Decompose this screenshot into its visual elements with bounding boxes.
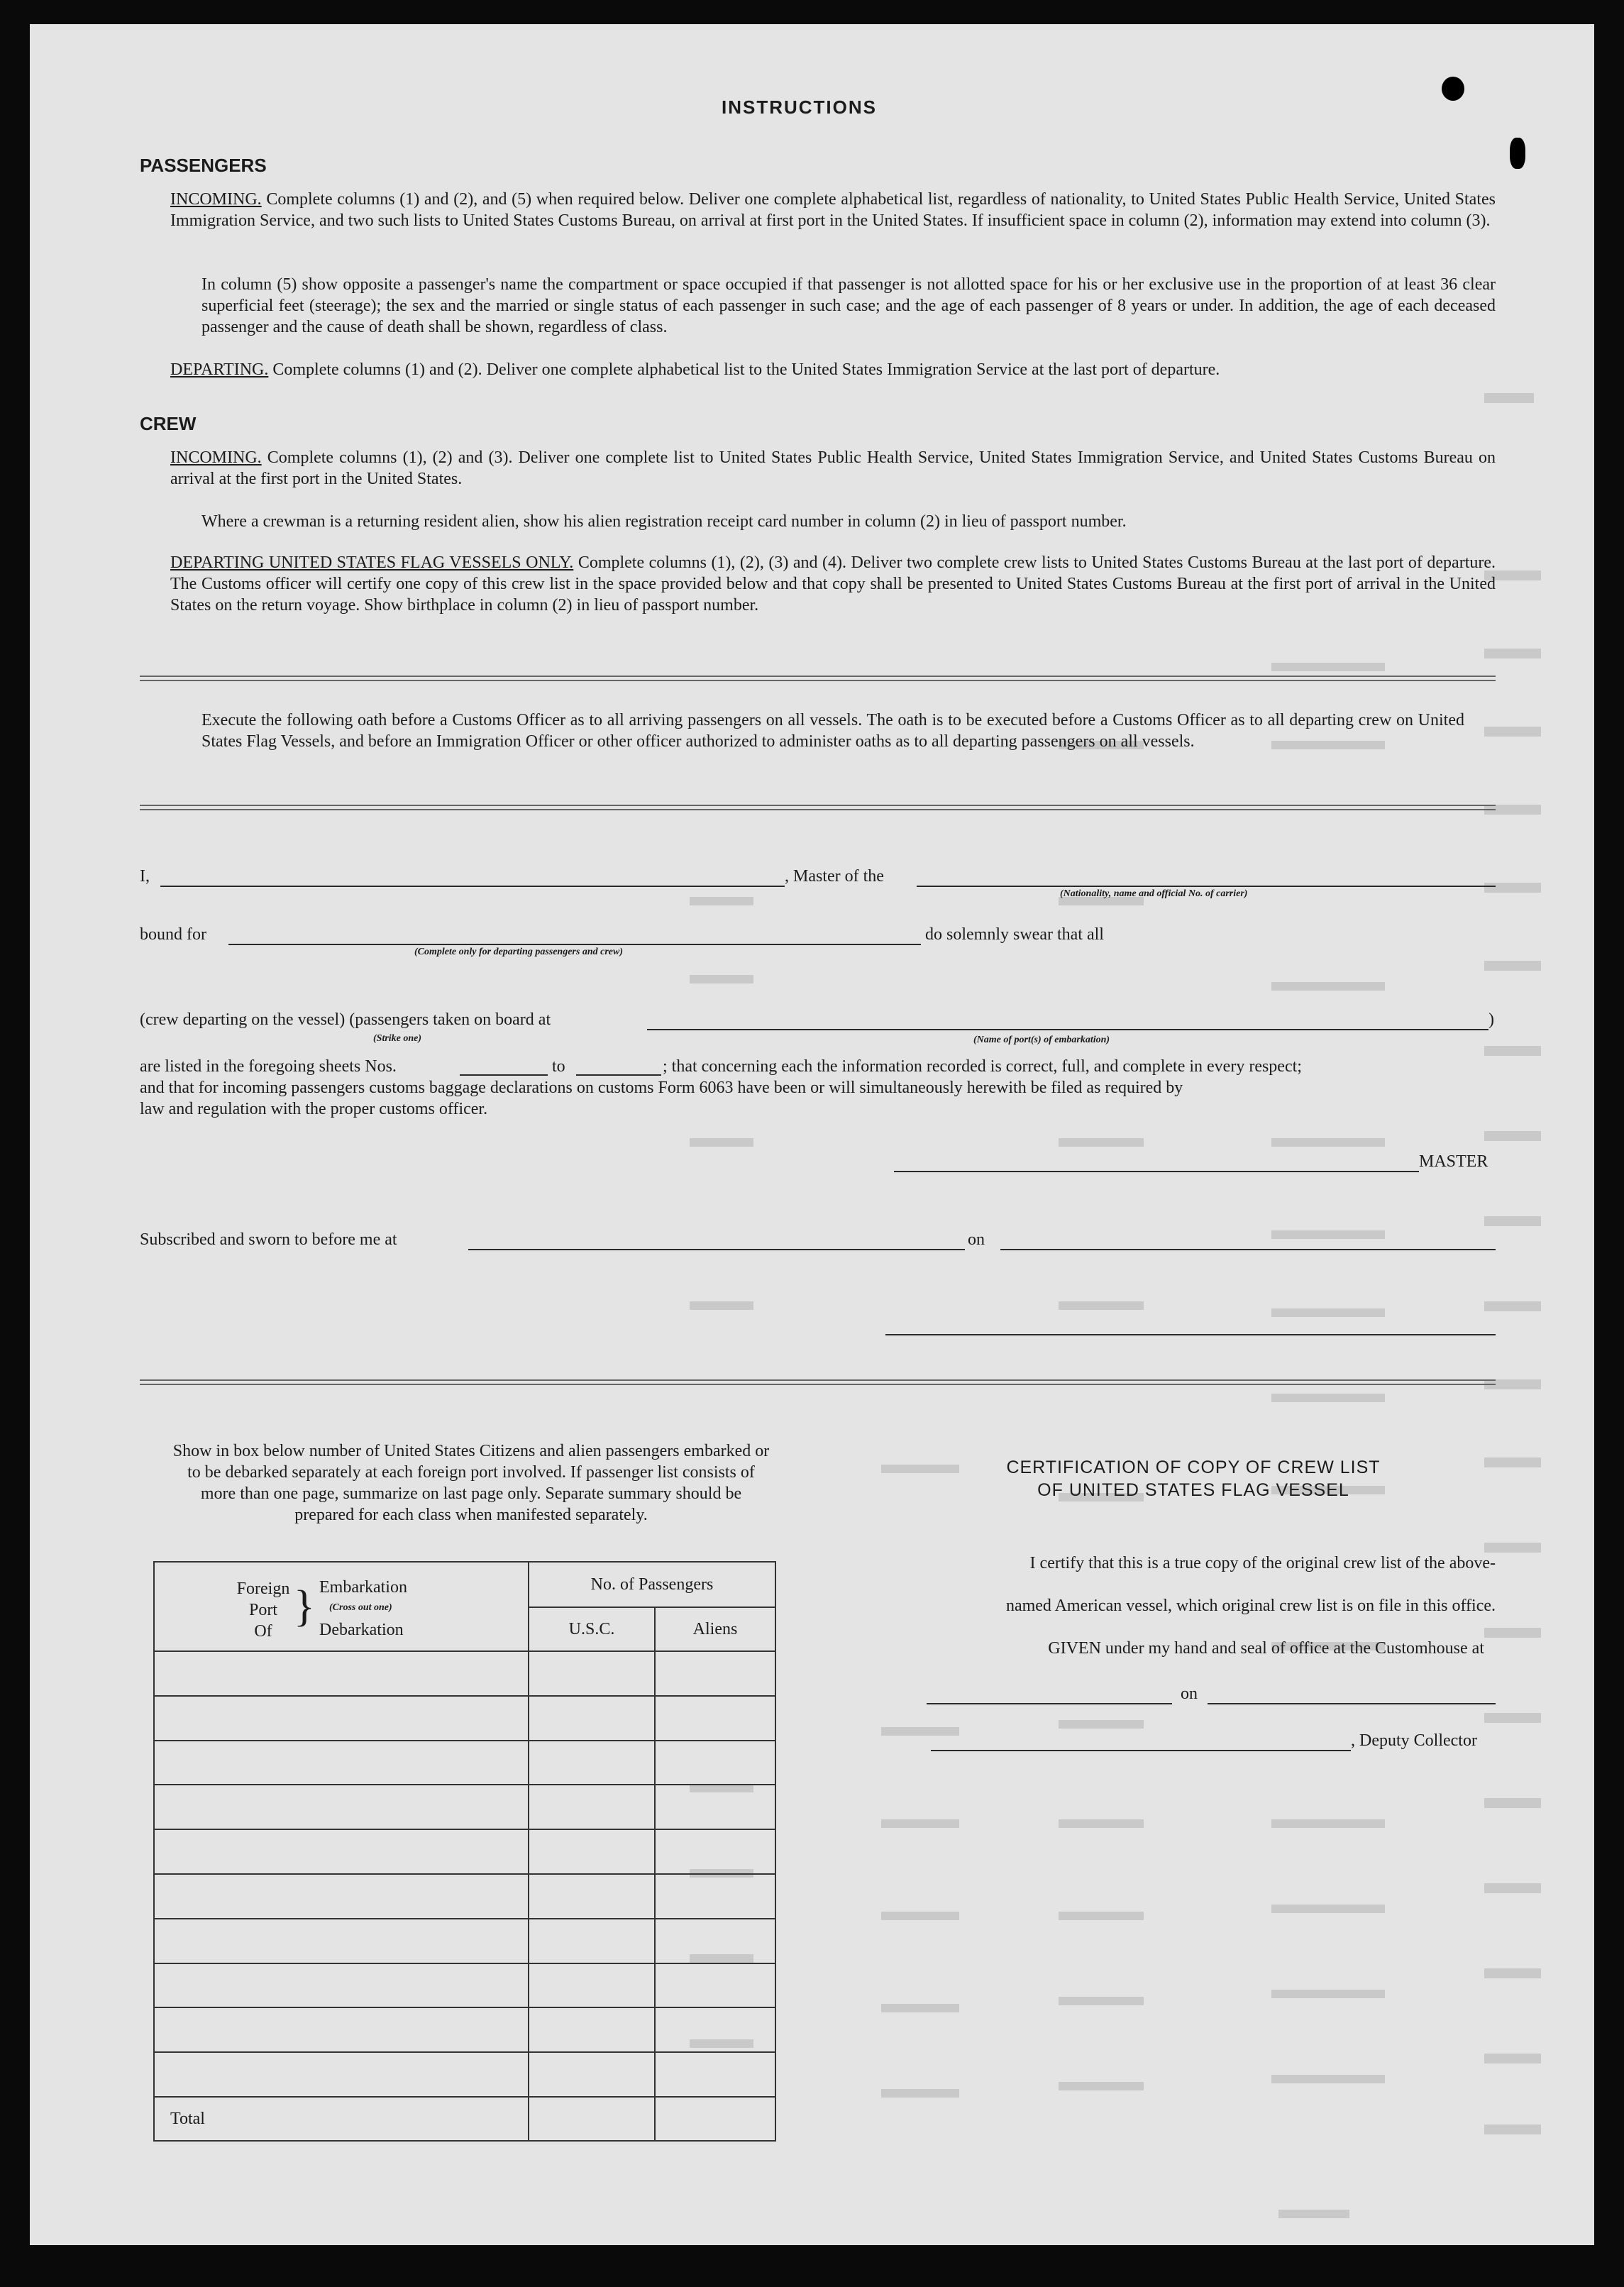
summary-instructions: Show in box below number of United States Citizens and alien passengers embarked or to be debarked separately at each foreign port involved. If passenger list consists of more than one page, summarize on last page only. Separate summary should be prepared for each class when manifested separately. xyxy=(172,1442,770,1524)
usc-cell[interactable] xyxy=(529,1919,655,1963)
certification-date-field[interactable] xyxy=(1208,1703,1496,1704)
aliens-cell[interactable] xyxy=(655,1741,775,1785)
aliens-cell[interactable] xyxy=(655,2052,775,2097)
master-signature-field[interactable] xyxy=(894,1171,1419,1172)
close-paren: ) xyxy=(1488,1010,1494,1029)
crew-departing-label: (crew departing on the vessel) (passengers taken on board at xyxy=(140,1010,551,1029)
passengers-incoming-text: Complete columns (1) and (2), and (5) when required below. Deliver one complete alphabetical list, regardless of nationality, to United States Public Health Service, United States Immigration Service, and two such lists to United States Customs Bureau, on arrival at first port in the United States. If insufficient space in column (2), information may extend into column (3). xyxy=(170,190,1496,230)
usc-cell[interactable] xyxy=(529,1785,655,1829)
foreign-port-of-label: Foreign Port Of xyxy=(236,1580,290,1641)
listed-suffix: ; that concerning each the information recorded is correct, full, and complete in every respect; xyxy=(663,1057,1302,1076)
aliens-total-cell[interactable] xyxy=(655,2097,775,2141)
debarkation-label: Debarkation xyxy=(319,1621,404,1639)
strike-one-note: (Strike one) xyxy=(373,1033,422,1044)
passengers-departing-text: Complete columns (1) and (2). Deliver one complete alphabetical list to the United States Immigration Service at the last port of departure. xyxy=(272,360,1220,379)
crew-incoming-label: INCOMING. xyxy=(170,448,262,467)
deputy-collector-label: , Deputy Collector xyxy=(1351,1731,1477,1750)
crew-departing-label: DEPARTING UNITED STATES FLAG VESSELS ONLY. xyxy=(170,553,574,572)
aliens-cell[interactable] xyxy=(655,2007,775,2052)
declaration-line-2: and that for incoming passengers customs baggage declarations on customs Form 6063 have been or will simultaneously herewith be filed as required by xyxy=(140,1079,1183,1097)
passengers-incoming-label: INCOMING. xyxy=(170,190,262,209)
brace-glyph: } xyxy=(294,1582,315,1631)
deputy-signature-field[interactable] xyxy=(931,1750,1351,1751)
port-cell[interactable] xyxy=(154,1696,529,1741)
aliens-cell[interactable] xyxy=(655,1696,775,1741)
usc-cell[interactable] xyxy=(529,1696,655,1741)
usc-header: U.S.C. xyxy=(529,1607,655,1651)
carrier-note: (Nationality, name and official No. of carrier) xyxy=(1060,888,1248,899)
passengers-incoming-paragraph xyxy=(170,189,1496,231)
usc-cell[interactable] xyxy=(529,1874,655,1919)
section-divider xyxy=(140,676,1496,681)
aliens-cell[interactable] xyxy=(655,1785,775,1829)
usc-cell[interactable] xyxy=(529,1829,655,1874)
punch-hole xyxy=(1442,77,1464,101)
passengers-column5-paragraph: In column (5) show opposite a passenger's name the compartment or space occupied if that passenger is not allotted space for his or her exclusive use in the proportion of at least 36 clear superficial feet (steerage); the sex and the married or single status of each passenger in such case; and the age of each passenger of 8 years or under. In addition, the age of each deceased passenger and the cause of death shall be shown, regardless of class. xyxy=(201,275,1496,336)
usc-cell[interactable] xyxy=(529,1651,655,1696)
aliens-cell[interactable] xyxy=(655,1651,775,1696)
subscribed-label: Subscribed and sworn to before me at xyxy=(140,1230,397,1249)
aliens-cell[interactable] xyxy=(655,1919,775,1963)
port-cell[interactable] xyxy=(154,1874,529,1919)
sheet-from-field[interactable] xyxy=(460,1074,548,1076)
certification-on-label: on xyxy=(1181,1685,1198,1703)
passengers-heading: PASSENGERS xyxy=(140,155,267,176)
page-title: INSTRUCTIONS xyxy=(722,97,877,118)
to-label: to xyxy=(552,1057,565,1076)
passengers-departing-label: DEPARTING. xyxy=(170,360,269,379)
aliens-cell[interactable] xyxy=(655,1874,775,1919)
passengers-departing-paragraph xyxy=(170,359,1496,380)
port-cell[interactable] xyxy=(154,1963,529,2008)
oath-i-label: I, xyxy=(140,867,150,886)
port-cell[interactable] xyxy=(154,2007,529,2052)
subscribed-place-field[interactable] xyxy=(468,1249,965,1250)
port-cell[interactable] xyxy=(154,1829,529,1874)
section-divider xyxy=(140,805,1496,810)
punch-hole xyxy=(1510,138,1525,169)
swear-label: do solemnly swear that all xyxy=(925,925,1104,944)
crew-incoming-text: Complete columns (1), (2) and (3). Deliver one complete list to United States Public Health Service, United States Immigration Service, and United States Customs Bureau on arrival at the first port in the United States. xyxy=(170,448,1496,488)
usc-cell[interactable] xyxy=(529,2007,655,2052)
master-name-field[interactable] xyxy=(160,886,785,887)
section-divider xyxy=(140,1379,1496,1385)
officer-signature-field[interactable] xyxy=(885,1334,1496,1335)
subscribed-date-field[interactable] xyxy=(1000,1249,1496,1250)
crew-alien-paragraph: Where a crewman is a returning resident alien, show his alien registration receipt card number in column (2) in lieu of passport number. xyxy=(201,512,1127,531)
crew-departing-text: Complete columns (1), (2), (3) and (4). Deliver two complete crew lists to United States Customs Bureau at the last port of departure. The Customs officer will certify one copy of this crew list in the space provided below and that copy shall be presented to United States Customs Bureau at the first port of arrival in the United States on the return voyage. Show birthplace in column (2) in lieu of passport number. xyxy=(170,553,1496,615)
listed-prefix: are listed in the foregoing sheets Nos. xyxy=(140,1057,397,1076)
crew-departing-paragraph xyxy=(170,552,1496,616)
port-cell[interactable] xyxy=(154,1785,529,1829)
no-of-passengers-header: No. of Passengers xyxy=(529,1562,775,1607)
aliens-cell[interactable] xyxy=(655,1829,775,1874)
certification-text-1: I certify that this is a true copy of the original crew list of the above- xyxy=(1029,1554,1496,1572)
aliens-header: Aliens xyxy=(655,1607,775,1651)
carrier-field[interactable] xyxy=(917,886,1496,887)
master-label: MASTER xyxy=(1419,1152,1488,1171)
certification-given: GIVEN under my hand and seal of office at the Customhouse at xyxy=(1048,1639,1484,1658)
crew-incoming-paragraph xyxy=(170,447,1496,490)
port-cell[interactable] xyxy=(154,1919,529,1963)
certification-title-2: OF UNITED STATES FLAG VESSEL xyxy=(1037,1480,1349,1500)
port-cell[interactable] xyxy=(154,2052,529,2097)
complete-only-note: (Complete only for departing passengers and crew) xyxy=(414,947,623,957)
document-page xyxy=(30,24,1594,2245)
usc-cell[interactable] xyxy=(529,1963,655,2008)
bound-for-label: bound for xyxy=(140,925,206,944)
crew-heading: CREW xyxy=(140,413,197,434)
ports-note: (Name of port(s) of embarkation) xyxy=(973,1035,1110,1045)
declaration-line-3: law and regulation with the proper customs officer. xyxy=(140,1100,488,1118)
port-header-cell xyxy=(154,1562,529,1651)
embarkation-label: Embarkation xyxy=(319,1578,407,1597)
embarkation-ports-field[interactable] xyxy=(647,1029,1488,1030)
cross-out-note: (Cross out one) xyxy=(329,1602,392,1613)
certification-title-1: CERTIFICATION OF COPY OF CREW LIST xyxy=(1006,1457,1381,1477)
usc-cell[interactable] xyxy=(529,1741,655,1785)
sheet-to-field[interactable] xyxy=(576,1074,661,1076)
oath-intro: Execute the following oath before a Customs Officer as to all arriving passengers on all vessels. The oath is to be executed before a Customs Officer as to all departing crew on United States Flag Vessels, and before an Immigration Officer or other officer authorized to administer oaths as to all departing passengers on all vessels. xyxy=(201,711,1464,751)
aliens-cell[interactable] xyxy=(655,1963,775,2008)
total-label: Total xyxy=(154,2097,529,2141)
certification-text-2: named American vessel, which original crew list is on file in this office. xyxy=(1005,1597,1496,1615)
master-of-label: , Master of the xyxy=(785,867,884,886)
customhouse-field[interactable] xyxy=(927,1703,1172,1704)
usc-cell[interactable] xyxy=(529,2052,655,2097)
passenger-summary-table xyxy=(153,1561,776,2142)
bound-for-field[interactable] xyxy=(228,944,921,945)
port-cell[interactable] xyxy=(154,1741,529,1785)
subscribed-on-label: on xyxy=(968,1230,985,1249)
port-cell[interactable] xyxy=(154,1651,529,1696)
usc-total-cell[interactable] xyxy=(529,2097,655,2141)
